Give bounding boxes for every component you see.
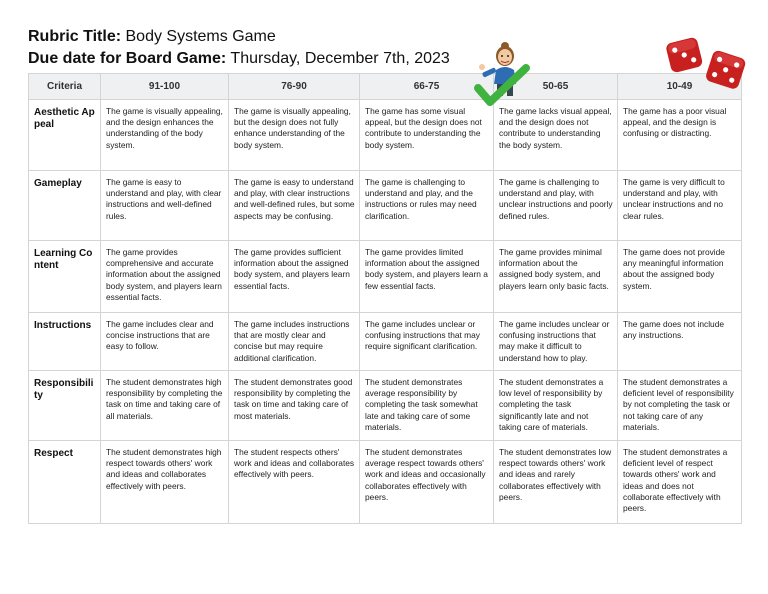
- table-row: [29, 441, 742, 524]
- rubric-cell: The game includes unclear or confusing instructions that may require significant clarification.: [360, 313, 494, 371]
- column-header: 66-75: [360, 74, 494, 100]
- header-row: [29, 74, 742, 100]
- rubric-cell: The game is visually appealing, and the design enhances the understanding of the body system.: [101, 100, 229, 171]
- criterion-label: Aesthetic Appeal: [29, 100, 101, 171]
- column-header: 10-49: [618, 74, 742, 100]
- column-header: Criteria: [29, 74, 101, 100]
- rubric-cell: The student demonstrates a deficient level of responsibility by not completing the task or not taking care of any materials.: [618, 371, 742, 441]
- rubric-cell: The game is visually appealing, but the design does not fully enhance understanding of the body system.: [229, 100, 360, 171]
- rubric-cell: The student demonstrates high respect towards others' work and ideas and collaborates effectively with peers.: [101, 441, 229, 524]
- criterion-label: Respect: [29, 441, 101, 524]
- rubric-cell: The game is easy to understand and play, with clear instructions and well-defined rules.: [101, 171, 229, 241]
- table-row: [29, 313, 742, 371]
- rubric-cell: The game has a poor visual appeal, and the design is confusing or distracting.: [618, 100, 742, 171]
- rubric-cell: The game includes clear and concise instructions that are easy to follow.: [101, 313, 229, 371]
- criterion-label: Learning Content: [29, 241, 101, 313]
- criterion-label: Responsibility: [29, 371, 101, 441]
- rubric-cell: The game is easy to understand and play, with clear instructions and well-defined rules, but some aspects may be confusing.: [229, 171, 360, 241]
- rubric-cell: The game provides limited information about the assigned body system, and players learn a few essential facts.: [360, 241, 494, 313]
- dice-icon: [664, 36, 748, 92]
- column-header: 76-90: [229, 74, 360, 100]
- criterion-label: Gameplay: [29, 171, 101, 241]
- rubric-header: [28, 26, 450, 70]
- rubric-cell: The student demonstrates a deficient level of respect towards others' work and ideas and does not collaborate effectively with peers.: [618, 441, 742, 524]
- table-row: [29, 371, 742, 441]
- rubric-title-label: Rubric Title:: [28, 28, 122, 45]
- rubric-cell: The game includes instructions that are mostly clear and concise but may require additional clarification.: [229, 313, 360, 371]
- table-row: [29, 100, 742, 171]
- person-thumbs-up-icon: [470, 40, 530, 106]
- due-date: [28, 48, 450, 70]
- rubric-cell: The game provides sufficient information about the assigned body system, and players learn essential facts.: [229, 241, 360, 313]
- rubric-cell: The game has some visual appeal, but the design does not contribute to understanding the body system.: [360, 100, 494, 171]
- column-header: 91-100: [101, 74, 229, 100]
- column-header: 50-65: [494, 74, 618, 100]
- rubric-cell: The student demonstrates low respect towards others' work and ideas and rarely collaborates effectively with peers.: [494, 441, 618, 524]
- rubric-cell: The student demonstrates high responsibility by completing the task on time and taking care of all materials.: [101, 371, 229, 441]
- rubric-cell: The game does not include any instructions.: [618, 313, 742, 371]
- rubric-cell: The student demonstrates average respect towards others' work and ideas and occasionally collaborates effectively with peers.: [360, 441, 494, 524]
- criterion-label: Instructions: [29, 313, 101, 371]
- rubric-cell: The game provides comprehensive and accurate information about the assigned body system, and players learn essential facts.: [101, 241, 229, 313]
- rubric-cell: The game is challenging to understand and play, and the instructions or rules may need clarification.: [360, 171, 494, 241]
- rubric-cell: The game does not provide any meaningful information about the assigned body system.: [618, 241, 742, 313]
- rubric-cell: The game is challenging to understand and play, with unclear instructions and poorly defined rules.: [494, 171, 618, 241]
- due-date-label: Due date for Board Game:: [28, 50, 227, 67]
- rubric-cell: The student demonstrates good responsibility by completing the task on time and taking care of most materials.: [229, 371, 360, 441]
- rubric-cell: The game lacks visual appeal, and the design does not contribute to understanding the body system.: [494, 100, 618, 171]
- rubric-cell: The game provides minimal information about the assigned body system, and players learn only basic facts.: [494, 241, 618, 313]
- due-date-value: Thursday, December 7th, 2023: [226, 50, 450, 67]
- table-row: [29, 171, 742, 241]
- table-row: [29, 241, 742, 313]
- rubric-table: [28, 73, 742, 524]
- rubric-cell: The game includes unclear or confusing instructions that may make it difficult to understand how to play.: [494, 313, 618, 371]
- rubric-cell: The student demonstrates a low level of responsibility by completing the task significantly late and not taking care of materials.: [494, 371, 618, 441]
- rubric-title-value: Body Systems Game: [121, 28, 276, 45]
- rubric-title: [28, 26, 450, 48]
- rubric-cell: The student respects others' work and ideas and collaborates effectively with peers.: [229, 441, 360, 524]
- rubric-cell: The student demonstrates average responsibility by completing the task somewhat late and taking care of some materials.: [360, 371, 494, 441]
- rubric-cell: The game is very difficult to understand and play, with unclear instructions and no clear rules.: [618, 171, 742, 241]
